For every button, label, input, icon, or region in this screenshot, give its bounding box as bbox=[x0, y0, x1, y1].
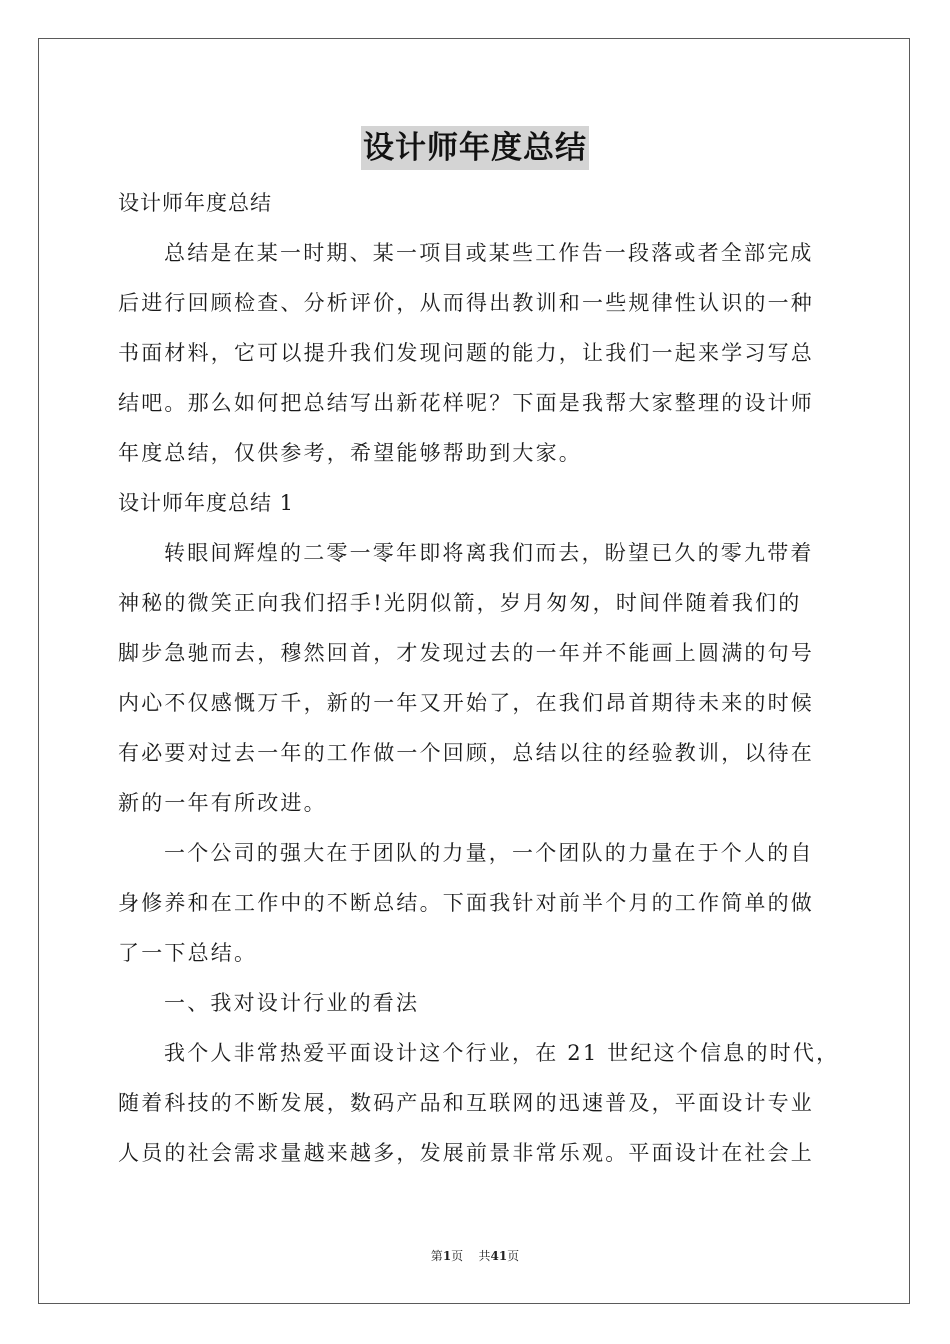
footer-page-suffix: 页 bbox=[451, 1249, 464, 1263]
paragraph-line: 有必要对过去一年的工作做一个回顾，总结以往的经验教训，以待在 bbox=[118, 741, 814, 765]
footer-total-suffix: 页 bbox=[507, 1249, 520, 1263]
paragraph-line: 总结是在某一时期、某一项目或某些工作告一段落或者全部完成 bbox=[164, 241, 814, 265]
footer-page-prefix: 第 bbox=[430, 1249, 443, 1263]
section-heading: 设计师年度总结 1 bbox=[118, 491, 295, 515]
paragraph-line: 书面材料，它可以提升我们发现问题的能力，让我们一起来学习写总 bbox=[118, 341, 814, 365]
footer-page-total: 41 bbox=[490, 1249, 508, 1263]
paragraph-line: 神秘的微笑正向我们招手!光阴似箭，岁月匆匆，时间伴随着我们的 bbox=[118, 591, 802, 615]
paragraph-line: 随着科技的不断发展，数码产品和互联网的迅速普及，平面设计专业 bbox=[118, 1091, 814, 1115]
footer-total-prefix: 共 bbox=[478, 1249, 491, 1263]
footer-page-current: 1 bbox=[442, 1249, 452, 1263]
paragraph-line: 身修养和在工作中的不断总结。下面我针对前半个月的工作简单的做 bbox=[118, 891, 814, 915]
paragraph-line: 一个公司的强大在于团队的力量，一个团队的力量在于个人的自 bbox=[164, 841, 814, 865]
subtitle-heading: 设计师年度总结 bbox=[118, 191, 272, 215]
document-body bbox=[118, 178, 840, 1178]
page-footer bbox=[0, 1247, 950, 1264]
document-title: 设计师年度总结 bbox=[361, 126, 589, 170]
paragraph-line: 转眼间辉煌的二零一零年即将离我们而去，盼望已久的零九带着 bbox=[164, 541, 814, 565]
paragraph-line: 脚步急驰而去，穆然回首，才发现过去的一年并不能画上圆满的句号 bbox=[118, 641, 814, 665]
paragraph-line: 后进行回顾检查、分析评价，从而得出教训和一些规律性认识的一种 bbox=[118, 291, 814, 315]
paragraph-line: 人员的社会需求量越来越多，发展前景非常乐观。平面设计在社会上 bbox=[118, 1141, 814, 1165]
subsection-heading: 一、我对设计行业的看法 bbox=[164, 991, 420, 1015]
paragraph-line: 新的一年有所改进。 bbox=[118, 791, 327, 815]
paragraph-line: 了一下总结。 bbox=[118, 941, 258, 965]
paragraph-line: 年度总结，仅供参考，希望能够帮助到大家。 bbox=[118, 441, 582, 465]
paragraph-line: 我个人非常热爱平面设计这个行业，在 21 世纪这个信息的时代， bbox=[164, 1041, 840, 1065]
title-container bbox=[0, 126, 950, 170]
paragraph-line: 结吧。那么如何把总结写出新花样呢？下面是我帮大家整理的设计师 bbox=[118, 391, 814, 415]
paragraph-line: 内心不仅感慨万千，新的一年又开始了，在我们昂首期待未来的时候 bbox=[118, 691, 814, 715]
